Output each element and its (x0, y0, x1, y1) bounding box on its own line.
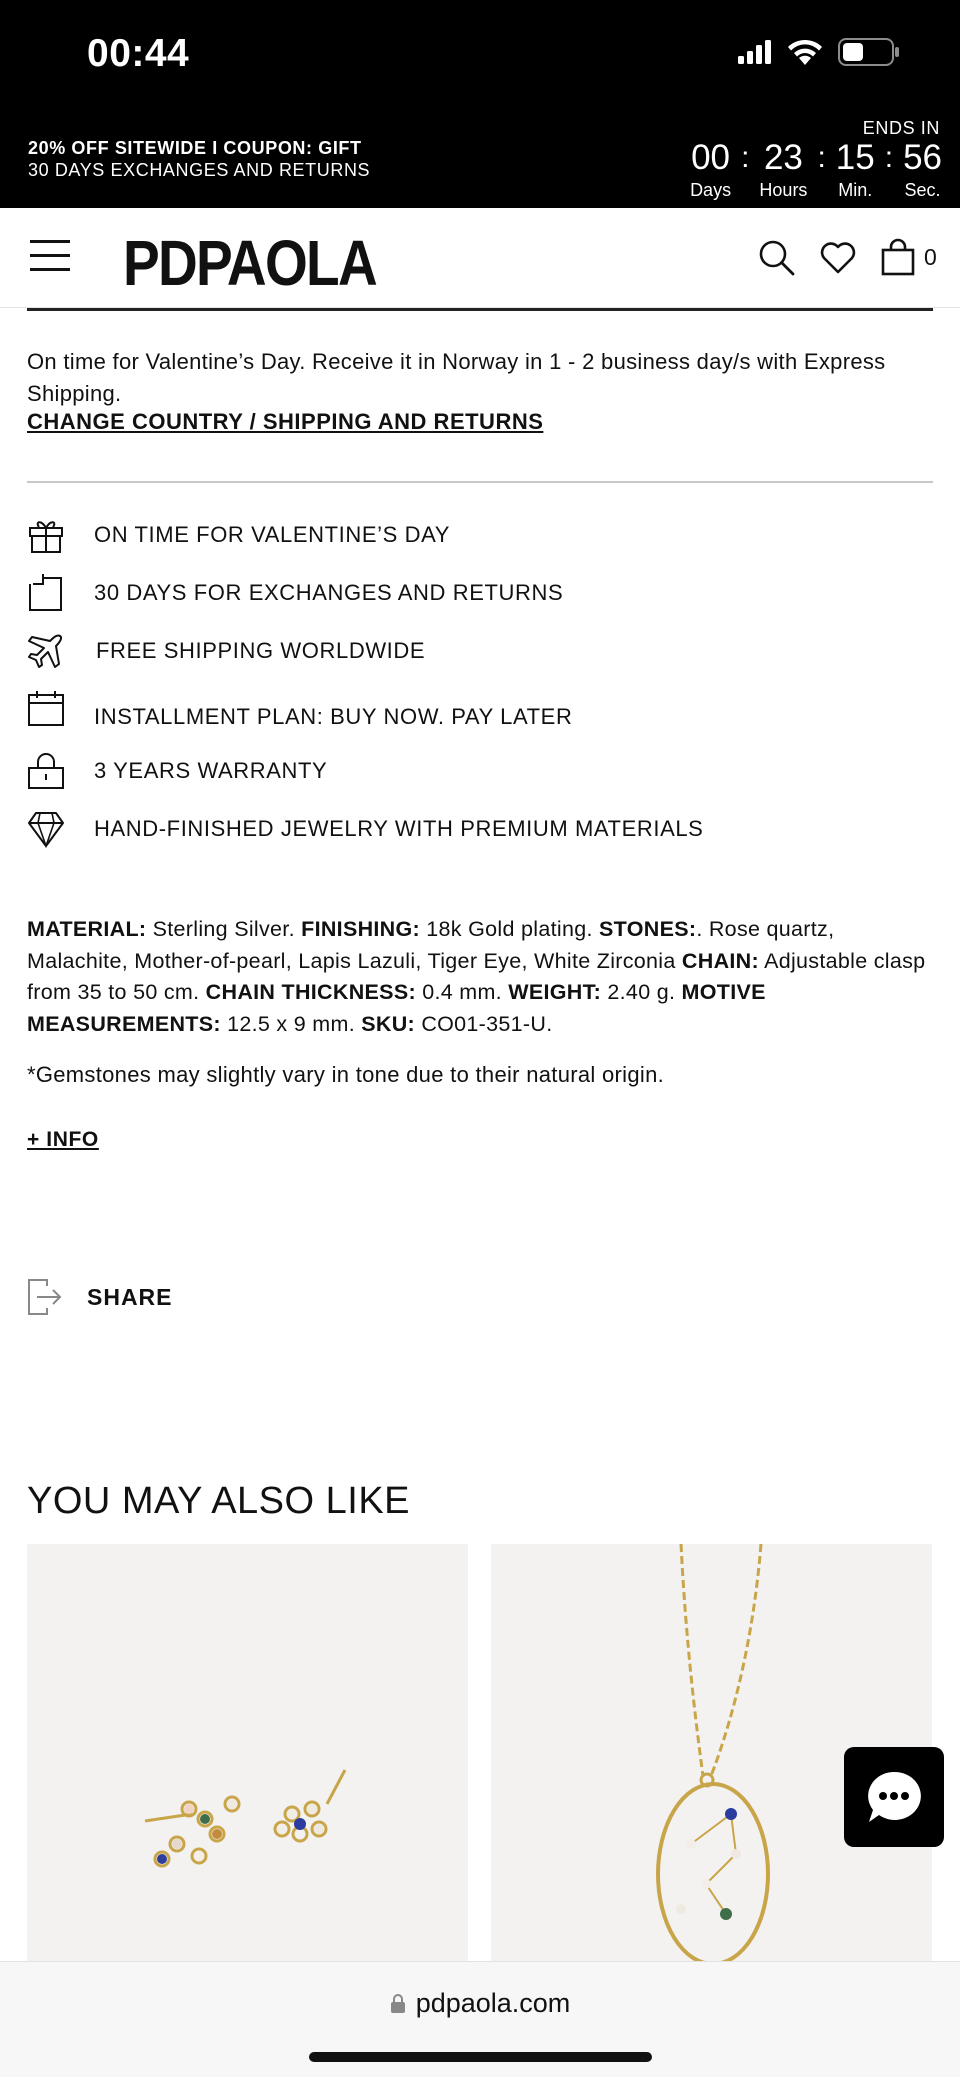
airplane-icon (27, 632, 65, 670)
countdown-label: Min. (838, 180, 873, 200)
product-card-earrings[interactable] (27, 1544, 468, 1964)
countdown-value: 56 (903, 138, 942, 177)
countdown-label: Sec. (904, 180, 941, 200)
countdown-value: 15 (835, 138, 875, 177)
spec-value: 12.5 x 9 mm. (227, 1011, 355, 1036)
feature-text: 30 DAYS FOR EXCHANGES AND RETURNS (94, 580, 564, 605)
spec-value: 2.40 g. (607, 980, 676, 1004)
countdown-separator: : (817, 141, 826, 174)
return-box-icon (27, 574, 65, 612)
feature-text: ON TIME FOR VALENTINE’S DAY (94, 522, 451, 547)
feature-text: HAND-FINISHED JEWELRY WITH PREMIUM MATERIALS (94, 816, 704, 841)
feature-item (27, 516, 451, 554)
browser-url-bar (0, 1961, 960, 2077)
spec-value: 0.4 mm. (422, 980, 502, 1004)
site-header (0, 208, 960, 308)
section-divider (27, 308, 933, 311)
feature-item (27, 690, 573, 729)
lock-icon (390, 1994, 406, 2014)
menu-icon[interactable] (30, 240, 70, 274)
spec-label: SKU: (361, 1011, 416, 1036)
chat-button[interactable] (844, 1747, 944, 1847)
earrings-image (27, 1544, 468, 1964)
spec-label: FINISHING: (301, 917, 420, 941)
spec-value: 18k Gold plating. (426, 917, 593, 941)
url-text: pdpaola.com (415, 1988, 571, 2018)
spec-label: MOTIVE MEASUREMENTS: (27, 980, 766, 1036)
feature-item (27, 810, 704, 848)
share-button[interactable] (27, 1278, 173, 1316)
gift-icon (27, 516, 65, 554)
countdown-label: Days (690, 180, 732, 200)
lock-icon (27, 752, 65, 790)
heart-icon[interactable] (818, 238, 858, 278)
more-info-link[interactable]: + INFO (27, 1128, 99, 1151)
status-icons (738, 38, 900, 66)
chat-bubble-icon (865, 1769, 923, 1825)
cellular-signal-icon (738, 40, 772, 64)
promo-returns-text: 30 DAYS EXCHANGES AND RETURNS (28, 160, 371, 180)
spec-value: Sterling Silver. (152, 917, 295, 941)
share-label: SHARE (87, 1283, 173, 1310)
countdown-value: 00 (691, 138, 731, 177)
spec-label: WEIGHT: (508, 980, 602, 1004)
feature-text: FREE SHIPPING WORLDWIDE (96, 638, 426, 663)
spec-value: Adjustable clasp from 35 to 50 cm. (27, 948, 926, 1004)
countdown-ends-in: ENDS IN (862, 118, 940, 138)
battery-icon (838, 38, 900, 66)
promo-banner[interactable] (0, 108, 960, 208)
spec-label: CHAIN THICKNESS: (205, 980, 416, 1004)
spec-label: CHAIN: (681, 948, 759, 973)
section-divider (27, 481, 933, 483)
countdown-days (690, 136, 731, 200)
status-bar (0, 0, 960, 108)
status-time: 00:44 (87, 32, 190, 75)
countdown-seconds (903, 136, 942, 200)
feature-text: 3 YEARS WARRANTY (94, 758, 328, 783)
countdown-separator: : (884, 141, 894, 174)
diamond-icon (27, 810, 65, 848)
share-icon (27, 1278, 63, 1316)
feature-item (27, 632, 426, 670)
site-logo[interactable]: PDPAOLA (123, 227, 376, 299)
spec-label: MATERIAL: (27, 917, 147, 941)
countdown-label: Hours (759, 180, 808, 200)
spec-value: . Rose quartz, Malachite, Mother-of-pearl, Lapis Lazuli, Tiger Eye, White Zirconia (27, 917, 835, 973)
promo-coupon-text: 20% OFF SITEWIDE I COUPON: GIFT (28, 138, 362, 158)
countdown-separator: : (741, 141, 750, 174)
wifi-icon (786, 38, 824, 66)
spec-label: STONES: (599, 917, 697, 941)
countdown-minutes (836, 136, 875, 200)
home-indicator[interactable] (309, 2052, 652, 2062)
feature-item (27, 574, 564, 612)
countdown-timer (690, 136, 942, 200)
search-icon[interactable] (757, 238, 797, 278)
also-like-title: YOU MAY ALSO LIKE (27, 1480, 411, 1522)
countdown-hours (759, 136, 807, 200)
shopping-bag-icon[interactable] (880, 238, 916, 278)
feature-text: INSTALLMENT PLAN: BUY NOW. PAY LATER (94, 704, 573, 729)
change-country-link[interactable]: CHANGE COUNTRY / SHIPPING AND RETURNS (27, 409, 544, 434)
cart-count[interactable]: 0 (924, 244, 937, 270)
gemstone-note: *Gemstones may slightly vary in tone due to their natural origin. (27, 1062, 665, 1087)
spec-value: CO01-351-U. (421, 1011, 553, 1036)
url-field[interactable] (0, 1988, 960, 2019)
calendar-icon (27, 690, 65, 728)
feature-item (27, 752, 328, 790)
countdown-value: 23 (763, 138, 803, 177)
product-specs (27, 914, 937, 1040)
delivery-estimate: On time for Valentine’s Day. Receive it in Norway in 1 - 2 business day/s with Express Shipping. (27, 349, 886, 406)
